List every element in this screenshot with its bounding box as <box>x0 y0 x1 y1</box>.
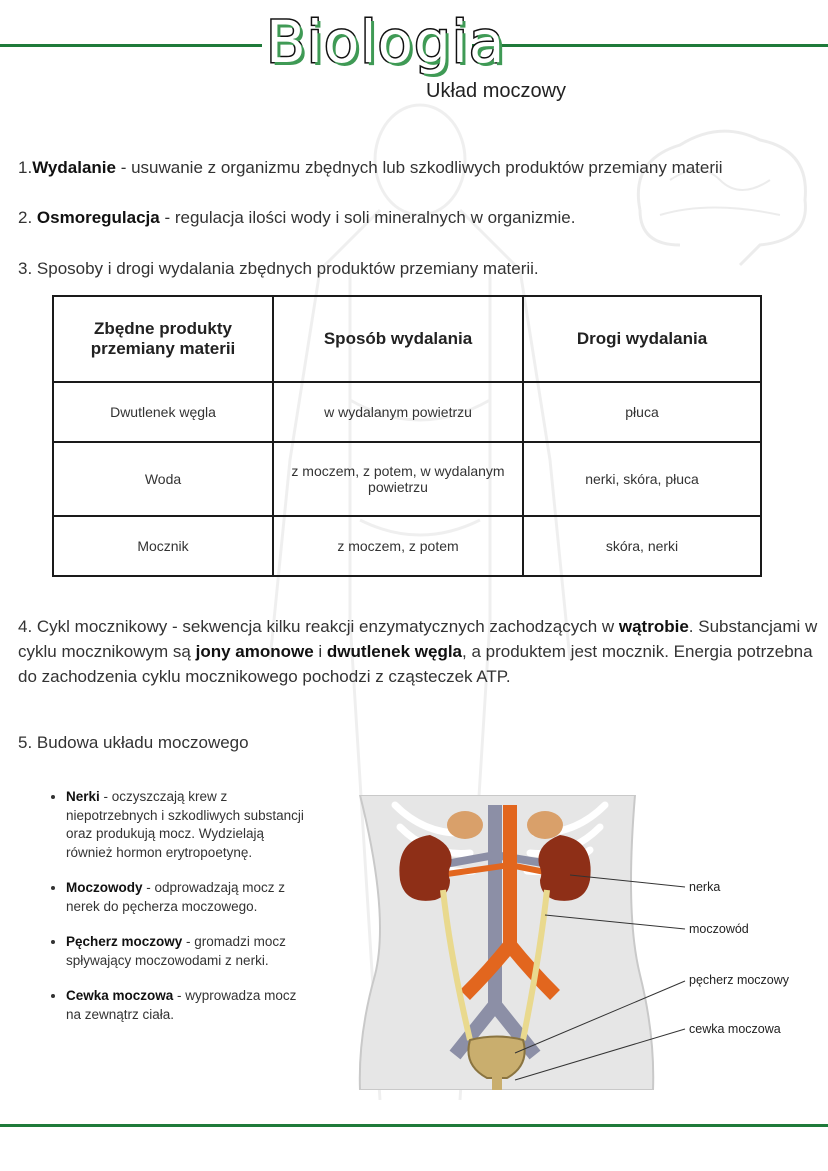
urethra <box>492 1077 502 1090</box>
label-urethra: cewka moczowa <box>689 1022 781 1036</box>
excretion-table <box>52 295 762 577</box>
label-ureter: moczowód <box>689 922 749 936</box>
organ-name: Nerki <box>66 789 100 804</box>
urinary-system-diagram <box>355 795 795 1090</box>
urea-cycle-text: i <box>313 642 327 661</box>
table-header: Drogi wydalania <box>523 296 761 382</box>
organ-description: - oczyszczają krew z niepotrzebnych i szkodliwych substancji oraz produkują mocz. Wydzielają również hormon erytropoetynę. <box>66 789 304 860</box>
urinary-structure-heading: 5. Budowa układu moczowego <box>18 733 249 752</box>
urinary-bladder <box>468 1037 524 1079</box>
organ-list <box>46 788 306 1041</box>
table-header: Zbędne produkty przemiany materii <box>53 296 273 382</box>
background-brain-illustration <box>620 120 820 270</box>
footer-rule <box>0 1124 828 1127</box>
table-cell: Mocznik <box>53 516 273 576</box>
list-item <box>66 788 306 862</box>
organ-description: - wyprowadza mocz na zewnątrz ciała. <box>66 988 297 1022</box>
table-cell: nerki, skóra, płuca <box>523 442 761 516</box>
table-row <box>53 442 761 516</box>
label-bladder: pęcherz moczowy <box>689 973 790 987</box>
list-item <box>66 933 306 970</box>
list-item <box>66 987 306 1024</box>
table-header: Sposób wydalania <box>273 296 523 382</box>
table-cell: z moczem, z potem, w wydalanym powietrzu <box>273 442 523 516</box>
organ-description: - gromadzi mocz spływający moczowodami z nerki. <box>66 934 286 968</box>
adrenal-gland-right <box>527 811 563 839</box>
item-2-number: 2. <box>18 208 37 227</box>
list-item <box>66 879 306 916</box>
urea-cycle-text: 4. Cykl mocznikowy - sekwencja kilku reakcji enzymatycznych zachodzących w <box>18 617 619 636</box>
organ-name: Cewka moczowa <box>66 988 174 1003</box>
excretion-methods-heading: 3. Sposoby i drogi wydalania zbędnych produktów przemiany materii. <box>18 259 539 278</box>
urea-cycle-text: , a produktem jest mocznik. Energia potrzebna do zachodzenia cyklu mocznikowego pochodzi z cząsteczek ATP. <box>18 642 813 686</box>
definition-osmoregulacja-text: - regulacja ilości wody i soli mineralnych w organizmie. <box>159 208 576 227</box>
organ-name: Pęcherz moczowy <box>66 934 183 949</box>
header-rule-right <box>472 44 828 47</box>
organ-name: Moczowody <box>66 880 143 895</box>
term-watroba: wątrobie <box>618 617 689 636</box>
urea-cycle-paragraph <box>18 614 818 689</box>
page-title: Biologia <box>266 8 506 76</box>
table-row <box>53 516 761 576</box>
table-header-row <box>53 296 761 382</box>
table-cell: skóra, nerki <box>523 516 761 576</box>
term-dwutlenek-wegla: dwutlenek węgla <box>326 642 463 661</box>
term-jony-amonowe: jony amonowe <box>195 642 314 661</box>
definition-wydalanie <box>18 158 723 178</box>
definition-osmoregulacja <box>18 208 575 228</box>
table-cell: płuca <box>523 382 761 442</box>
urea-cycle-text: . Substancjami w cyklu mocznikowym są <box>18 617 818 661</box>
page-subtitle: Układ moczowy <box>426 80 567 102</box>
table-cell: Dwutlenek węgla <box>53 382 273 442</box>
adrenal-gland-left <box>447 811 483 839</box>
table-cell: Woda <box>53 442 273 516</box>
table-row <box>53 382 761 442</box>
organ-description: - odprowadzają mocz z nerek do pęcherza moczowego. <box>66 880 286 914</box>
table-cell: w wydalanym powietrzu <box>273 382 523 442</box>
table-cell: z moczem, z potem <box>273 516 523 576</box>
item-1-number: 1. <box>18 158 33 177</box>
definition-wydalanie-text: - usuwanie z organizmu zbędnych lub szkodliwych produktów przemiany materii <box>115 158 723 177</box>
label-kidney: nerka <box>689 880 721 894</box>
term-osmoregulacja: Osmoregulacja <box>36 208 160 227</box>
header-rule-left <box>0 44 262 47</box>
term-wydalanie: Wydalanie <box>32 158 116 177</box>
